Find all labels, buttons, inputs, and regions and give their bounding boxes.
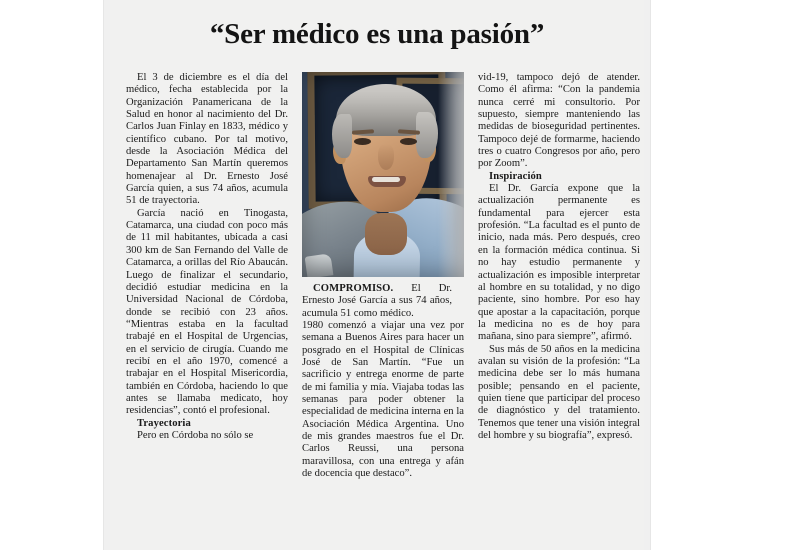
- portrait-photo: [302, 72, 464, 277]
- column-1: [126, 72, 288, 550]
- section-subhead-trayectoria: Trayectoria: [137, 417, 191, 429]
- paragraph: Sus más de 50 años en la medicina avalan su visión de la profesión: “La medicina debe ser lo más humana posible; pensando en el paciente, quien tiene que participar del proceso de diagnóstico y del tratamiento. Tenemos que tener una visión integral del hombre y su biografía”, expresó.: [478, 343, 640, 441]
- photo-vignette: [302, 72, 464, 277]
- paragraph: 1980 comenzó a viajar una vez por semana a Buenos Aires para hacer un posgrado en el Hospital de Clínicas José de San Martín. “Fue un sacrificio y entrega enorme de parte de mi familia y mía. Viajaba todas las semanas para poder obtener la especialidad de medicina interna en la Asociación Médica Argentina. Uno de mis grandes maestros fue el Dr. Carlos Reussi, una persona maravillosa, con una entrega y afán de docencia que destaco”.: [302, 320, 464, 480]
- column-2: [302, 72, 464, 550]
- article-columns: [126, 72, 640, 550]
- photo-caption: [302, 283, 452, 320]
- paragraph: Pero en Córdoba no sólo se: [137, 429, 254, 441]
- paragraph: El Dr. García expone que la actualización permanente es fundamental para ejercer esta profesión. “La facultad es el punto de inicio, nada más. Pero después, creo en la formación médica continua. Si no hay estudio permanente y actualización es imposible interpretar al hombre en su totalidad, y no digo paciente, sino hombre. Por eso hay que apostar a la capacitación, porque la medicina no es de hoy para mañana, sino para siempre”, afirmó.: [478, 183, 640, 343]
- page-inner-sheet: [110, 0, 644, 550]
- paragraph: El 3 de diciembre es el día del médico, fecha establecida por la Organización Panamericana de la Salud en honor al nacimiento del Dr. Carlos Juan Finlay en 1833, médico y científico cubano. Por tal motivo, desde la Asociación Médica del Departamento San Martín queremos homenajear al Dr. Ernesto José García quien, a sus 74 años, acumula 51 de trayectoria.: [126, 72, 288, 207]
- paragraph: vid-19, tampoco dejó de atender. Como él afirma: “Con la pandemia nunca cerré mi consultorio. Por supuesto, siempre manteniendo las medidas de bioseguridad pertinentes. Tampoco dejé de formarme, haciendo tres o cuatro Congresos por año, pero por Zoom”.: [478, 72, 640, 170]
- column-3: [478, 72, 640, 550]
- photo-caption-lead: COMPROMISO.: [313, 283, 394, 294]
- newspaper-page: [104, 0, 650, 550]
- paragraph: García nació en Tinogasta, Catamarca, una ciudad con poco más de 11 mil habitantes, ubicada a casi 300 km de San Fernando del Valle de Catamarca, a orillas del Río Abaucán. Luego de finalizar el secundario, decidió estudiar medicina en la Universidad Nacional de Córdoba, donde se recibió con 23 años. “Mientras estaba en la facultad trabajé en el Hospital de Urgencias, en el servicio de cirugía. Cuando me recibí en el año 1970, comencé a trabajar en el Hospital Misericordia, también en Córdoba, haciendo lo que antes se llamaba medicato, hoy residencias”, contó el profesional.: [126, 207, 288, 417]
- section-subhead-inspiracion: Inspiración: [489, 170, 542, 182]
- article-headline: “Ser médico es una pasión”: [209, 18, 545, 50]
- photo-caption-text: El Dr. Ernesto José García a sus 74 años, acumula 51 como médico.: [302, 283, 452, 319]
- article-photo-wrap: [302, 72, 464, 277]
